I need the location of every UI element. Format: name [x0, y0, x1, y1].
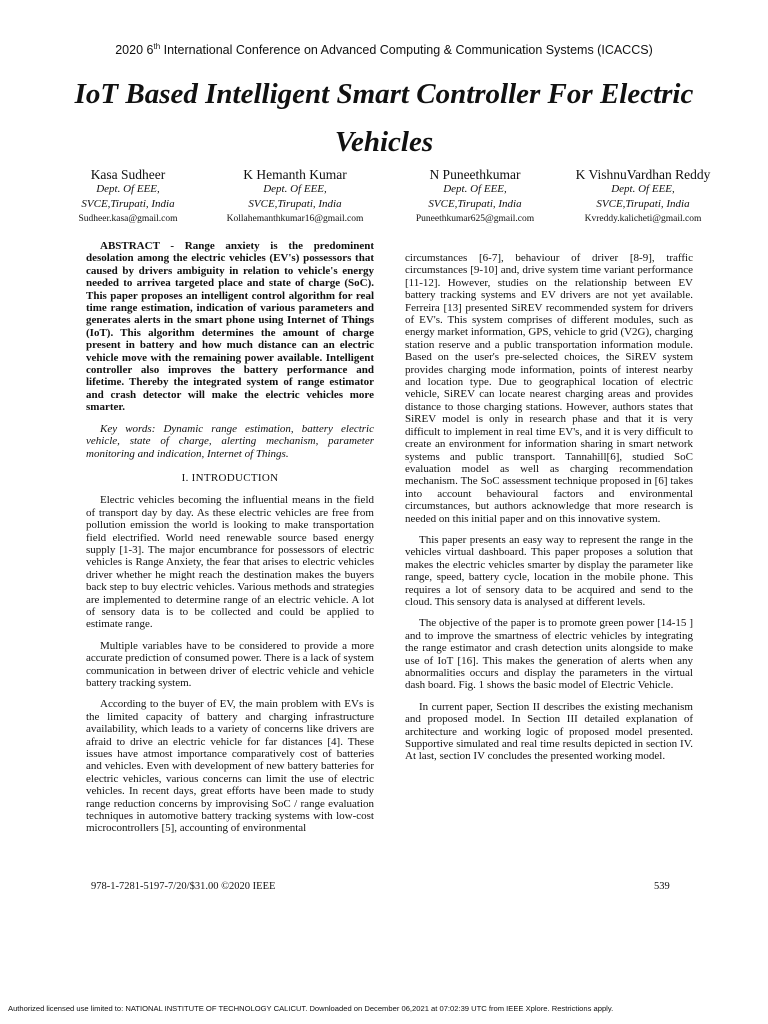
body-paragraph: Electric vehicles becoming the influential means in the field of transport day by day. As these electric vehicles are free from pollution emission the world is looking to make transportation field electrified. World need renewable source based energy supply [1-3]. The major encumbrance for possessors of electric vehicles is Range Anxiety, the fear that arises to electric vehicles driver whether he might reach the destination makes the buyers back step to buy electric vehicles. Various methods and strategies are implemented to determine range of an electric vehicle. A lot of sensory data is to be collected and could be applied to estimate range.	[86, 494, 374, 631]
author-dept: Dept. Of EEE,	[96, 183, 160, 195]
body-paragraph: In current paper, Section II describes the existing mechanism and proposed model. In Section III detailed explanation of architecture and working logic of proposed model presented. Supportive simulated and real time results depicted in section IV. At last, section IV concludes the presented working model.	[405, 700, 693, 763]
author-dept: Dept. Of EEE,	[611, 183, 675, 195]
author-dept: Dept. Of EEE,	[263, 183, 327, 195]
section-heading: I. INTRODUCTION	[181, 471, 279, 484]
author-dept: Dept. Of EEE,	[443, 183, 507, 195]
conference-sup: th	[153, 42, 161, 51]
keywords: Key words: Dynamic range estimation, battery electric vehicle, state of charge, alerting mechanism, parameter monitoring and indication, Internet of Things.	[86, 422, 374, 460]
page-number: 539	[654, 881, 670, 892]
author-block	[210, 167, 380, 227]
author-name: K VishnuVardhan Reddy	[575, 167, 711, 182]
author-block	[558, 167, 728, 227]
body-paragraph: This paper presents an easy way to represent the range in the vehicles virtual dashboard. This paper proposes a solution that makes the electric vehicles smarter by display the parameter like range, speed, battery cycle, location in the mobile phone. This requires a lot of sensory data to be acquired and send to the cloud. This sensory data is analysed at different levels.	[405, 533, 693, 608]
author-email: Sudheer.kasa@gmail.com	[78, 214, 178, 224]
author-institution: SVCE,Tirupati, India	[81, 198, 175, 210]
author-name: Kasa Sudheer	[90, 167, 166, 182]
author-block	[390, 167, 560, 227]
left-column	[86, 240, 374, 844]
body-paragraph: circumstances [6-7], behaviour of driver [8-9], traffic circumstances [9-10] and, drive system time variant performance [11-12]. However, studies on the relationship between EV battery tracking systems and EV drivers are not yet available. Ferreira [13] presented SiREV recommended system for drivers of EV's. This system comprises of different modules, such as energy market information, GPS, vehicle to grid (V2G), charging station reserve and a public transportation information module. Based on the user's pre-selected choices, the SiREV system provides charging mode information, points of interest nearby and location type. Due to geographical location of electric vehicle, SiREV can locate nearest charging areas and provides distance to those charging stations. However, authors states that SiREV model is only in research phase and that it is very difficult to implement in real time EV's, and it is very difficult to create an environment for information sharing in smart network systems and public transport. Tannahill[6], studied SoC evaluation model as well as charging recommendation mechanism. The SoC assessment technique proposed in [6] takes into account behavioural factors and environmental circumstances, but authors acknowledge that more research is needed on this initial paper and on this innovative system.	[405, 252, 693, 525]
author-email: Kollahemanthkumar16@gmail.com	[226, 214, 364, 224]
author-email: Kvreddy.kalicheti@gmail.com	[584, 214, 702, 224]
right-column	[405, 252, 693, 772]
conference-rest: International Conference on Advanced Computing & Communication Systems (ICACCS)	[160, 43, 653, 58]
footer-isbn: 978-1-7281-5197-7/20/$31.00 ©2020 IEEE	[91, 881, 276, 892]
author-name: N Puneethkumar	[429, 167, 521, 182]
author-block	[43, 167, 213, 227]
author-institution: SVCE,Tirupati, India	[428, 198, 522, 210]
body-paragraph: Multiple variables have to be considered to provide a more accurate prediction of consumed power. There is a lack of system communication in between driver of electric vehicle and vehicle battery tracking system.	[86, 639, 374, 689]
conference-prefix: 2020 6	[115, 43, 154, 58]
paper-title: IoT Based Intelligent Smart Controller For Electric Vehicles	[74, 78, 694, 158]
author-institution: SVCE,Tirupati, India	[248, 198, 342, 210]
abstract: ABSTRACT - Range anxiety is the predominent desolation among the electric vehicles (EV's) possessors that caused by drivers ambiguity in relation to vehicle's energy needed to arrivea targeted place and state of charge (SoC). This paper proposes an intelligent control algorithm for real time range estimation, indication of various parameters and generates alerts in the smart phone using Internet of Things (IoT). This algorithm determines the amount of charge present in battery and how much distance can an electric vehicle move with the remaining power available. Intelligent controller also improves the battery performance and lifetime. Thereby the integrated system of range estimator and crash detector will make the electric vehicles more smarter.	[86, 240, 374, 414]
license-notice: Authorized licensed use limited to: NATIONAL INSTITUTE OF TECHNOLOGY CALICUT. Downloaded on December 06,2021 at 07:02:39 UTC from IEEE Xplore. Restrictions apply.	[8, 1004, 614, 1013]
author-email: Puneethkumar625@gmail.com	[415, 214, 535, 224]
body-paragraph: According to the buyer of EV, the main problem with EVs is the limited capacity of battery and charging infrastructure availability, which leads to a variety of concerns like drivers are afraid to drive an electric vehicle for far distances [4]. These issues have atmost importance comparatively cost of batteries and vehicles. Even with development of new battery batteries for electric vehicles, various concerns can limit the use of electric vehicles. In recent days, great efforts have been made to study range reduction concerns by improvising SoC / range evaluation techniques in automotive battery tracking systems with low-cost microcontrollers [5], accounting of environmental	[86, 698, 374, 835]
conference-header	[0, 42, 768, 57]
body-paragraph: The objective of the paper is to promote green power [14-15 ] and to improve the smartness of electric vehicles by integrating the range estimator and crash detection units alongside to make use of IoT [16]. This makes the generation of alerts when any abnormalities occurs and display the parameters in the virtual dash board. Fig. 1 shows the basic model of Electric Vehicle.	[405, 617, 693, 692]
author-name: K Hemanth Kumar	[243, 167, 347, 182]
author-institution: SVCE,Tirupati, India	[596, 198, 690, 210]
